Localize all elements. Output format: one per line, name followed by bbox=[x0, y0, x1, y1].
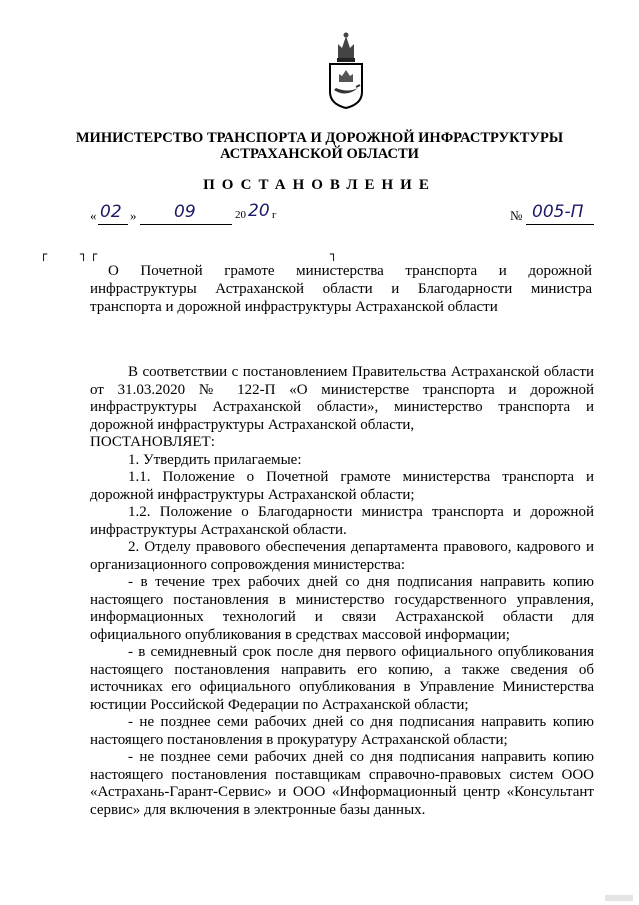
bracket-top-right-mark: ┐ bbox=[80, 247, 88, 261]
number-underline bbox=[526, 224, 594, 225]
page-corner-mark bbox=[605, 895, 633, 901]
margin-bracket-left: ┌ bbox=[40, 247, 48, 261]
date-month-handwritten: 09 bbox=[174, 202, 196, 222]
number-sign: № bbox=[510, 208, 523, 223]
clause-2-bullet-1: - в течение трех рабочих дней со дня подписания направить копию настоящего постановления в министерство государственного управления, информационных технологий и связи Астраханской области для официального опубликования в средствах массовой информации; bbox=[90, 574, 594, 643]
day-underline bbox=[98, 224, 128, 225]
document-body bbox=[90, 364, 594, 819]
date-year-prefix: 20 bbox=[235, 209, 246, 221]
date-day-handwritten: 02 bbox=[100, 202, 122, 222]
document-subject: О Почетной грамоте министерства транспорта и дорожной инфраструктуры Астраханской области и Благодарности министра транспорта и дорожной инфраструктуры Астраханской области bbox=[90, 263, 592, 315]
clause-2-bullet-4: - не позднее семи рабочих дней со дня подписания направить копию настоящего постановления поставщикам справочно-правовых систем ООО «Астрахань-Гарант-Сервис» и ООО «Информационный центр «Консультант сервис» для включения в электронные базы данных. bbox=[90, 749, 594, 818]
decree-word: ПОСТАНОВЛЯЕТ: bbox=[90, 434, 215, 450]
date-close-quote: » bbox=[130, 208, 137, 223]
date-open-quote: « bbox=[90, 208, 97, 223]
ministry-name-line1: МИНИСТЕРСТВО ТРАНСПОРТА И ДОРОЖНОЙ ИНФРАСТРУКТУРЫ bbox=[75, 130, 564, 146]
ministry-name-line2: АСТРАХАНСКОЙ ОБЛАСТИ bbox=[220, 146, 419, 162]
document-number-handwritten: 005-П bbox=[532, 202, 584, 222]
date-number-line bbox=[90, 202, 610, 226]
clause-1-2: 1.2. Положение о Благодарности министра транспорта и дорожной инфраструктуры Астраханской области. bbox=[90, 504, 594, 538]
subject-bracket-right: ┐ bbox=[330, 247, 338, 261]
clause-1: 1. Утвердить прилагаемые: bbox=[128, 451, 302, 468]
month-underline bbox=[140, 224, 232, 225]
clause-2-bullet-2: - в семидневный срок после дня первого официального опубликования настоящего постановления направить его копию, а также сведения об источниках его официального опубликования в Управление Министерства юстиции Российской Федерации по Астраханской области; bbox=[90, 644, 594, 713]
subject-bracket-left: ┌ bbox=[90, 247, 98, 261]
document-type-title: ПОСТАНОВЛЕНИЕ bbox=[203, 177, 436, 193]
clause-2: 2. Отделу правового обеспечения департамента правового, кадрового и организационного сопровождения министерства: bbox=[90, 539, 594, 573]
date-year-unit: г bbox=[272, 209, 277, 221]
preamble-paragraph: В соответствии с постановлением Правительства Астраханской области от 31.03.2020 № 122-П «О министерстве транспорта и дорожной инфраструктуры Астраханской области», министерство транспорта и дорожной инфраструктуры Астраханской области, bbox=[90, 364, 594, 433]
clause-1-1: 1.1. Положение о Почетной грамоте министерства транспорта и дорожной инфраструктуры Астраханской области; bbox=[90, 469, 594, 503]
coat-of-arms-icon bbox=[324, 30, 368, 110]
date-year-handwritten: 20 bbox=[248, 201, 270, 221]
clause-2-bullet-3: - не позднее семи рабочих дней со дня подписания направить копию настоящего постановления в прокуратуру Астраханской области; bbox=[90, 714, 594, 748]
